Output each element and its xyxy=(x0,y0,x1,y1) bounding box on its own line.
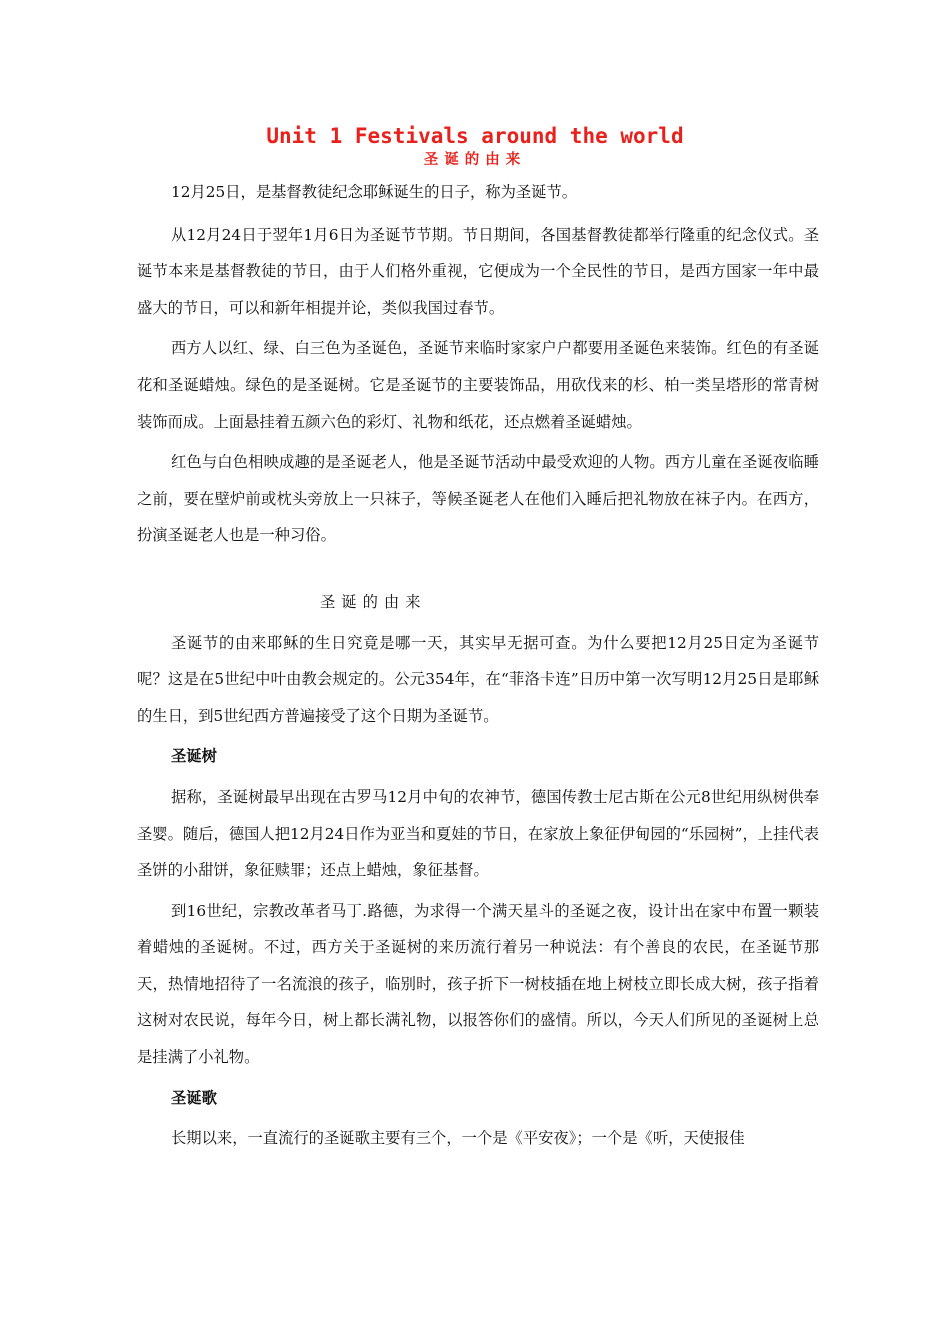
document-body xyxy=(137,174,819,1161)
paragraph: 圣诞节的由来耶稣的生日究竟是哪一天，其实早无据可查。为什么要把12月25日定为圣诞节呢？这是在5世纪中叶由教会规定的。公元354年，在“菲洛卡连”日历中第一次写明12月25日是耶稣的生日，到5世纪西方普遍接受了这个日期为圣诞节。 xyxy=(137,633,819,725)
document-title: Unit 1 Festivals around the world xyxy=(266,124,684,148)
paragraph: 12月25日，是基督教徒纪念耶稣诞生的日子，称为圣诞节。 xyxy=(171,183,578,201)
section-heading-song: 圣诞歌 xyxy=(171,1088,217,1107)
section-heading-tree: 圣诞树 xyxy=(171,747,217,766)
paragraph: 红色与白色相映成趣的是圣诞老人，他是圣诞节活动中最受欢迎的人物。西方儿童在圣诞夜临睡之前，要在壁炉前或枕头旁放上一只袜子，等候圣诞老人在他们入睡后把礼物放在袜子内。在西方，扮演圣诞老人也是一种习俗。 xyxy=(137,453,819,545)
section-heading: 圣诞的由来 xyxy=(320,592,427,611)
paragraph: 据称，圣诞树最早出现在古罗马12月中旬的农神节，德国传教士尼古斯在公元8世纪用纵树供奉圣婴。随后，德国人把12月24日作为亚当和夏娃的节日，在家放上象征伊甸园的“乐园树”，上挂代表圣饼的小甜饼，象征赎罪；还点上蜡烛，象征基督。 xyxy=(137,787,819,880)
document-subtitle: 圣诞的由来 xyxy=(423,151,527,168)
paragraph: 从12月24日于翌年1月6日为圣诞节节期。节日期间，各国基督教徒都举行隆重的纪念仪式。圣诞节本来是基督教徒的节日，由于人们格外重视，它便成为一个全民性的节日，是西方国家一年中最盛大的节日，可以和新年相提并论，类似我国过春节。 xyxy=(137,225,819,317)
paragraph: 到16世纪，宗教改革者马丁.路德，为求得一个满天星斗的圣诞之夜，设计出在家中布置一颗装着蜡烛的圣诞树。不过，西方关于圣诞树的来历流行着另一种说法：有个善良的农民，在圣诞节那天，热情地招待了一名流浪的孩子，临别时，孩子折下一树枝插在地上树枝立即长成大树，孩子指着这树对农民说，每年今日，树上都长满礼物，以报答你们的盛情。所以，今天人们所见的圣诞树上总是挂满了小礼物。 xyxy=(137,901,819,1067)
paragraph: 长期以来，一直流行的圣诞歌主要有三个，一个是《平安夜》；一个是《听，天使报佳 xyxy=(171,1129,745,1148)
paragraph: 西方人以红、绿、白三色为圣诞色，圣诞节来临时家家户户都要用圣诞色来装饰。红色的有圣诞花和圣诞蜡烛。绿色的是圣诞树。它是圣诞节的主要装饰品，用砍伐来的杉、柏一类呈塔形的常青树装饰而成。上面悬挂着五颜六色的彩灯、礼物和纸花，还点燃着圣诞蜡烛。 xyxy=(137,339,819,431)
